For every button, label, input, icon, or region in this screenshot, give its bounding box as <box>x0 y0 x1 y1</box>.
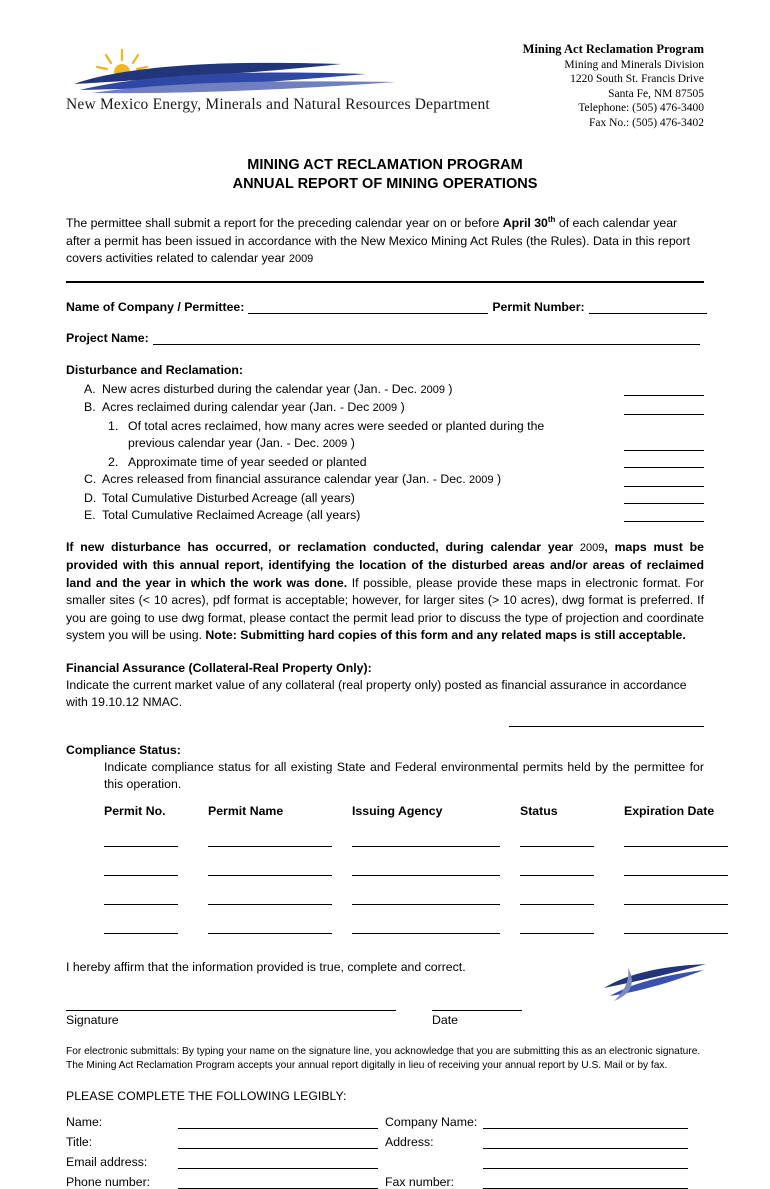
intro-paragraph <box>66 211 704 269</box>
logo-wordmark: New Mexico Energy, Minerals and Natural Resources Department <box>66 96 490 113</box>
compliance-heading <box>66 743 704 757</box>
maps-paragraph <box>66 539 704 645</box>
cell-status[interactable] <box>520 921 624 934</box>
project-name-row <box>66 330 704 345</box>
item-b2-text: Approximate time of year seeded or planted <box>128 454 367 469</box>
disturbance-item-b1-line2 <box>66 435 704 454</box>
compliance-label: Compliance Status <box>66 742 177 757</box>
signature-input[interactable] <box>66 998 396 1011</box>
agency-division: Mining and Minerals Division <box>564 58 704 71</box>
cell-permit-no[interactable] <box>104 863 208 876</box>
item-e-text: Total Cumulative Reclaimed Acreage (all years) <box>102 508 361 523</box>
cell-issuing-agency[interactable] <box>352 863 520 876</box>
contact-fields-left <box>66 1109 385 1189</box>
item-a-text <box>102 381 614 400</box>
field-title-input[interactable] <box>178 1135 378 1149</box>
field-fax-input[interactable] <box>483 1175 688 1189</box>
field-name-input[interactable] <box>178 1115 378 1129</box>
fine-print <box>66 1045 704 1073</box>
permit-number-colon: : <box>580 299 585 314</box>
agency-telephone: Telephone: (505) 476-3400 <box>578 102 704 114</box>
document-header <box>0 0 770 130</box>
contact-fields <box>66 1109 704 1189</box>
financial-assurance-colon: : <box>367 660 372 675</box>
affirmation-text: I hereby affirm that the information provided is true, complete and correct. <box>66 959 466 974</box>
financial-assurance-input[interactable] <box>509 714 704 727</box>
agency-fax: Fax No.: (505) 476-3402 <box>589 116 704 129</box>
legible-heading: PLEASE COMPLETE THE FOLLOWING LEGIBLY: <box>66 1088 347 1103</box>
document-title-line2: ANNUAL REPORT OF MINING OPERATIONS <box>232 176 538 192</box>
intro-deadline-sup: th <box>547 215 556 224</box>
item-b2-input[interactable] <box>624 454 704 468</box>
cell-expiration-date[interactable] <box>624 892 754 905</box>
company-label: Name of Company / Permittee: <box>66 299 245 314</box>
cell-permit-name[interactable] <box>208 892 352 905</box>
maps-bold-mid: , maps must be provided with this annual report, identifying the location of the disturbed areas and/or areas of reclaimed land and the year in which the work was done. <box>66 539 704 590</box>
item-b-text-post: ) <box>400 400 405 415</box>
disturbance-item-b2 <box>66 454 704 472</box>
compliance-text: Indicate compliance status for all existing State and Federal environmental permits held by the permittee for this operation. <box>104 759 704 792</box>
item-b-year: 2009 <box>372 402 398 415</box>
item-c-text <box>102 471 614 490</box>
field-company-name <box>385 1109 704 1129</box>
cell-permit-name[interactable] <box>208 921 352 934</box>
intro-part2: of each calendar year after a permit has been issued in accordance with the New Mexico Mining Act Rules (the Rules). Data in this report covers activities related to calendar year <box>66 216 691 266</box>
item-b-text-pre: Acres reclaimed during calendar year (Jan. - Dec <box>102 400 370 415</box>
disturbance-heading-colon: : <box>238 362 243 377</box>
fine-print-line2: The Mining Act Reclamation Program accepts your annual report digitally in lieu of receiving your annual report by U.S. Mail or by fax. <box>66 1059 668 1071</box>
fine-print-line1: For electronic submittals: By typing your name on the signature line, you acknowledge that you are submitting this as an electronic signature. <box>66 1045 701 1057</box>
item-a-text-pre: New acres disturbed during the calendar year (Jan. - Dec. <box>102 381 418 396</box>
field-address <box>385 1129 704 1149</box>
field-email-label: Email address: <box>66 1154 148 1169</box>
compliance-table-header <box>104 803 715 818</box>
column-expiration-date: Expiration Date <box>624 803 715 818</box>
field-company-name-label: Company Name: <box>385 1114 478 1129</box>
document-title <box>66 156 704 194</box>
item-b1-line2-pre: previous calendar year (Jan. - Dec. <box>128 436 320 451</box>
disturbance-item-e <box>66 507 704 525</box>
field-email <box>66 1149 385 1169</box>
signature-labels-row <box>66 1013 704 1027</box>
item-a-text-post: ) <box>448 381 453 396</box>
field-address-input[interactable] <box>483 1135 688 1149</box>
date-label: Date <box>432 1012 458 1027</box>
field-fax-label: Fax number: <box>385 1174 455 1189</box>
field-address-line2 <box>385 1149 704 1169</box>
cell-permit-no[interactable] <box>104 892 208 905</box>
item-e-marker: E. <box>84 508 96 523</box>
field-name <box>66 1109 385 1129</box>
agency-title: Mining Act Reclamation Program <box>522 42 704 56</box>
cell-permit-no[interactable] <box>104 834 208 847</box>
cell-expiration-date[interactable] <box>624 921 754 934</box>
company-input[interactable] <box>248 299 488 314</box>
item-c-marker: C. <box>84 472 97 487</box>
cell-issuing-agency[interactable] <box>352 834 520 847</box>
disturbance-item-d <box>66 490 704 508</box>
item-b1-line1: Of total acres reclaimed, how many acres were seeded or planted during the <box>128 418 545 433</box>
item-b1-year: 2009 <box>322 438 348 451</box>
field-title-label: Title: <box>66 1134 93 1149</box>
disturbance-item-c <box>66 471 704 490</box>
table-row <box>104 892 704 905</box>
cell-expiration-date[interactable] <box>624 863 754 876</box>
column-permit-name: Permit Name <box>208 803 284 818</box>
compliance-table <box>66 803 715 934</box>
maps-year: 2009 <box>579 541 605 554</box>
column-status: Status <box>520 803 558 818</box>
item-c-text-pre: Acres released from financial assurance calendar year (Jan. - Dec. <box>102 472 466 487</box>
item-b1-text <box>128 418 704 436</box>
signature-label: Signature <box>66 1012 119 1027</box>
item-c-input[interactable] <box>624 473 704 487</box>
item-b-marker: B. <box>84 400 96 415</box>
field-name-label: Name: <box>66 1114 103 1129</box>
disturbance-item-b <box>66 399 704 418</box>
permit-number-input[interactable] <box>589 299 707 314</box>
item-a-year: 2009 <box>420 383 445 396</box>
item-e-input[interactable] <box>624 508 704 522</box>
table-row <box>104 921 704 934</box>
table-row <box>104 834 704 847</box>
item-b1-input[interactable] <box>624 437 704 451</box>
cell-issuing-agency[interactable] <box>352 921 520 934</box>
item-b1-text2 <box>128 435 614 454</box>
cell-permit-name[interactable] <box>208 834 352 847</box>
field-address-label: Address: <box>385 1134 434 1149</box>
column-permit-no: Permit No. <box>104 803 166 818</box>
agency-address: 1220 South St. Francis Drive <box>570 73 704 85</box>
disturbance-item-b1 <box>66 418 704 436</box>
field-phone <box>66 1169 385 1189</box>
item-c-year: 2009 <box>469 474 494 487</box>
cell-issuing-agency[interactable] <box>352 892 520 905</box>
disturbance-heading-text: Disturbance and Reclamation <box>66 362 239 377</box>
maps-bold-pre: If new disturbance has occurred, or reclamation conducted, during calendar year <box>66 539 580 554</box>
field-address-line2-input[interactable] <box>483 1155 688 1169</box>
compliance-colon: : <box>176 742 181 757</box>
item-c-text-post: ) <box>496 472 502 487</box>
item-a-marker: A. <box>84 381 96 396</box>
field-phone-input[interactable] <box>178 1175 378 1189</box>
cell-expiration-date[interactable] <box>624 834 754 847</box>
intro-deadline: April 30 <box>502 216 548 231</box>
logo-block <box>66 40 496 114</box>
footer-swoosh-icon <box>600 958 710 1002</box>
company-permit-row <box>66 299 704 314</box>
agency-address-block <box>523 40 704 130</box>
item-d-input[interactable] <box>624 490 704 504</box>
item-b1-line2-post: ) <box>350 436 355 451</box>
field-fax <box>385 1169 704 1189</box>
field-email-input[interactable] <box>178 1155 378 1169</box>
project-name-label: Project Name: <box>66 330 149 345</box>
financial-assurance-heading <box>66 661 704 675</box>
item-d-text: Total Cumulative Disturbed Acreage (all years) <box>102 490 355 505</box>
date-input[interactable] <box>432 998 522 1011</box>
disturbance-heading <box>66 363 704 377</box>
agency-city-state-zip: Santa Fe, NM 87505 <box>608 87 704 100</box>
emnrd-logo-icon <box>66 48 466 94</box>
item-d-marker: D. <box>84 490 97 505</box>
field-title <box>66 1129 385 1149</box>
financial-assurance-text: Indicate the current market value of any collateral (real property only) posted as financial assurance in accordance with 19.10.12 NMAC. <box>66 677 687 710</box>
maps-bold-end: Note: Submitting hard copies of this form and any related maps is still acceptable. <box>205 628 686 643</box>
field-phone-label: Phone number: <box>66 1174 151 1189</box>
item-b-text <box>102 399 614 418</box>
cell-permit-name[interactable] <box>208 863 352 876</box>
cell-permit-no[interactable] <box>104 921 208 934</box>
disturbance-item-a <box>66 381 704 400</box>
item-b1-marker: 1. <box>108 418 119 433</box>
document-title-line1: MINING ACT RECLAMATION PROGRAM <box>247 157 523 173</box>
signature-spacer <box>396 998 432 1011</box>
project-name-input[interactable] <box>153 330 700 345</box>
field-company-name-input[interactable] <box>483 1115 688 1129</box>
intro-calendar-year: 2009 <box>288 253 314 266</box>
contact-fields-right <box>385 1109 704 1189</box>
permit-number-label: Permit Number <box>492 299 581 314</box>
item-b-input[interactable] <box>624 401 704 415</box>
cell-status[interactable] <box>520 892 624 905</box>
table-row <box>104 863 704 876</box>
column-issuing-agency: Issuing Agency <box>352 803 443 818</box>
header-divider <box>66 281 704 283</box>
disturbance-list <box>66 381 704 525</box>
intro-part1: The permittee shall submit a report for the preceding calendar year on or before <box>66 216 503 231</box>
cell-status[interactable] <box>520 834 624 847</box>
financial-assurance-value-row <box>66 714 704 727</box>
item-a-input[interactable] <box>624 382 704 396</box>
item-b2-marker: 2. <box>108 454 119 469</box>
cell-status[interactable] <box>520 863 624 876</box>
maps-normal: If possible, please provide these maps in electronic format. For smaller sites (< 10 acres), pdf format is acceptable; however, for larger sites (> 10 acres), dwg format is preferred. If you are going to use dwg format, please contact the permit lead prior to discuss the type of projection and coordinate system you will be using. <box>66 575 704 643</box>
financial-assurance-label: Financial Assurance (Collateral-Real Property Only) <box>66 660 368 675</box>
